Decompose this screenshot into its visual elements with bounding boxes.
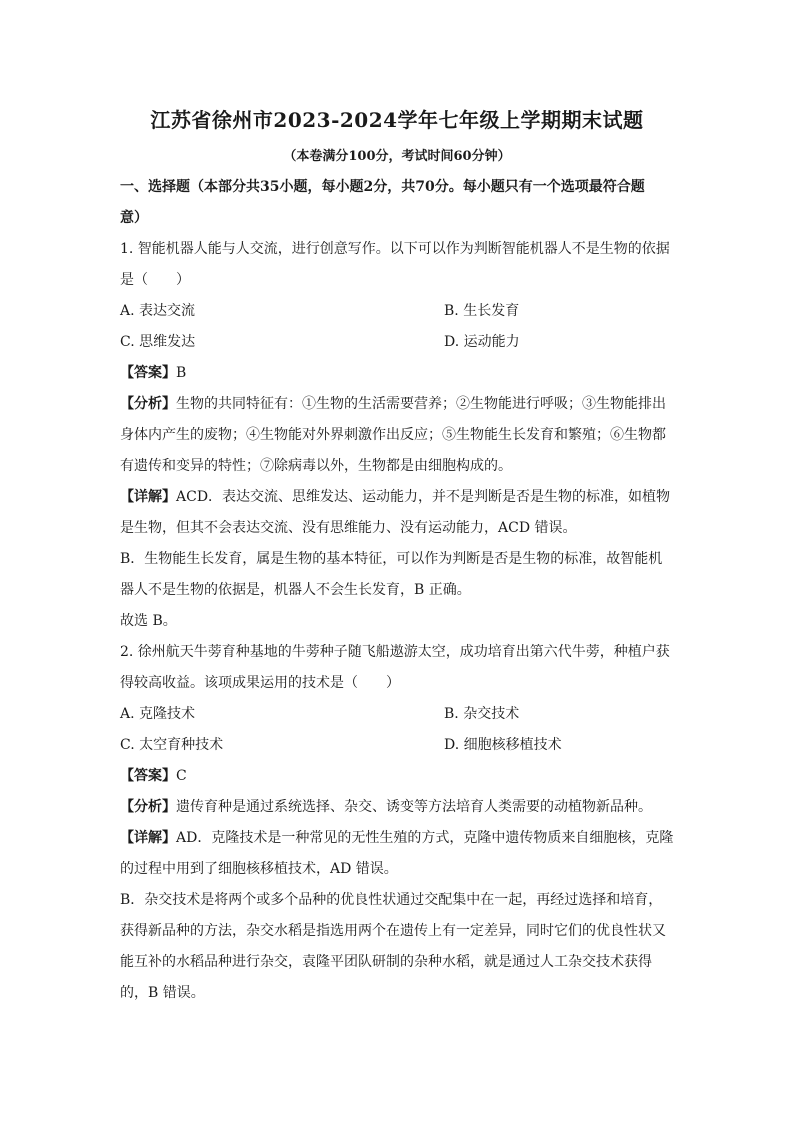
detail-text: AD．克隆技术是一种常见的无性生殖的方式，克隆中遗传物质来自细胞核，克隆 (176, 830, 674, 846)
answer-tag: 【答案】 (120, 768, 176, 784)
question-2-stem: 2. 徐州航天牛蒡育种基地的牛蒡种子随飞船遨游太空，成功培育出第六代牛蒡，种植户获 (120, 644, 670, 660)
question-1-analysis-cont: 有遗传和变异的特性；⑦除病毒以外，生物都是由细胞构成的。 (120, 458, 512, 474)
option-b: B. 杂交技术 (444, 706, 520, 722)
question-1-options-row-1 (120, 296, 674, 327)
question-1-detail-cont: B．生物能生长发育，属是生物的基本特征，可以作为判断是否是生物的标准，故智能机 (120, 551, 663, 567)
question-1-stem-cont: 是（ ） (120, 272, 190, 288)
question-2-analysis (120, 792, 674, 823)
question-2-answer (120, 761, 674, 792)
question-1-stem: 1. 智能机器人能与人交流，进行创意写作。以下可以作为判断智能机器人不是生物的依据 (120, 241, 670, 257)
detail-text: ACD．表达交流、思维发达、运动能力，并不是判断是否是生物的标准，如植物 (176, 489, 671, 505)
question-2-detail (120, 823, 674, 854)
question-1-analysis (120, 389, 674, 420)
question-2-stem-cont: 得较高收益。该项成果运用的技术是（ ） (120, 675, 400, 691)
question-2-options-row-1 (120, 699, 674, 730)
option-d: D. 运动能力 (444, 334, 520, 350)
question-1-detail-cont: 是生物，但其不会表达交流、没有思维能力、没有运动能力，ACD 错误。 (120, 520, 577, 536)
page-title: 江苏省徐州市2023-2024学年七年级上学期期末试题 (150, 108, 644, 132)
analysis-text: 生物的共同特征有：①生物的生活需要营养；②生物能进行呼吸；③生物能排出 (176, 396, 666, 412)
option-a: A. 表达交流 (120, 303, 196, 319)
question-2-detail-cont: 能互补的水稻品种进行杂交，袁隆平团队研制的杂种水稻，就是通过人工杂交技术获得 (120, 954, 652, 970)
question-1-detail (120, 482, 674, 513)
question-2-detail-cont: 的过程中用到了细胞核移植技术，AD 错误。 (120, 861, 398, 877)
section-heading: 一、选择题（本部分共35小题，每小题2分，共70分。每小题只有一个选项最符合题 (120, 179, 645, 195)
question-1-detail-cont: 器人不是生物的依据是，机器人不会生长发育，B 正确。 (120, 582, 471, 598)
answer-value: B (176, 365, 187, 381)
question-2-options-row-2 (120, 730, 674, 761)
analysis-text: 遗传育种是通过系统选择、杂交、诱变等方法培育人类需要的动植物新品种。 (176, 799, 652, 815)
question-1-conclusion: 故选 B。 (120, 613, 177, 629)
detail-tag: 【详解】 (120, 830, 176, 846)
question-2-detail-cont: 的，B 错误。 (120, 985, 205, 1001)
detail-tag: 【详解】 (120, 489, 176, 505)
question-1-options-row-2 (120, 327, 674, 358)
option-b: B. 生长发育 (444, 303, 520, 319)
exam-info-subtitle: （本卷满分100分，考试时间60分钟） (283, 149, 511, 164)
question-2-detail-cont: 获得新品种的方法，杂交水稻是指选用两个在遗传上有一定差异，同时它们的优良性状又 (120, 923, 666, 939)
analysis-tag: 【分析】 (120, 799, 176, 815)
option-a: A. 克隆技术 (120, 706, 196, 722)
option-c: C. 思维发达 (120, 334, 196, 350)
analysis-tag: 【分析】 (120, 396, 176, 412)
question-1-answer (120, 358, 674, 389)
question-2-detail-cont: B．杂交技术是将两个或多个品种的优良性状通过交配集中在一起，再经过选择和培育， (120, 892, 663, 908)
question-1-analysis-cont: 身体内产生的废物；④生物能对外界刺激作出反应；⑤生物能生长发育和繁殖；⑥生物都 (120, 427, 666, 443)
document-body (120, 172, 674, 1009)
answer-tag: 【答案】 (120, 365, 176, 381)
option-d: D. 细胞核移植技术 (444, 737, 562, 753)
answer-value: C (176, 768, 187, 784)
section-heading-cont: 意） (120, 210, 148, 226)
option-c: C. 太空育种技术 (120, 737, 224, 753)
